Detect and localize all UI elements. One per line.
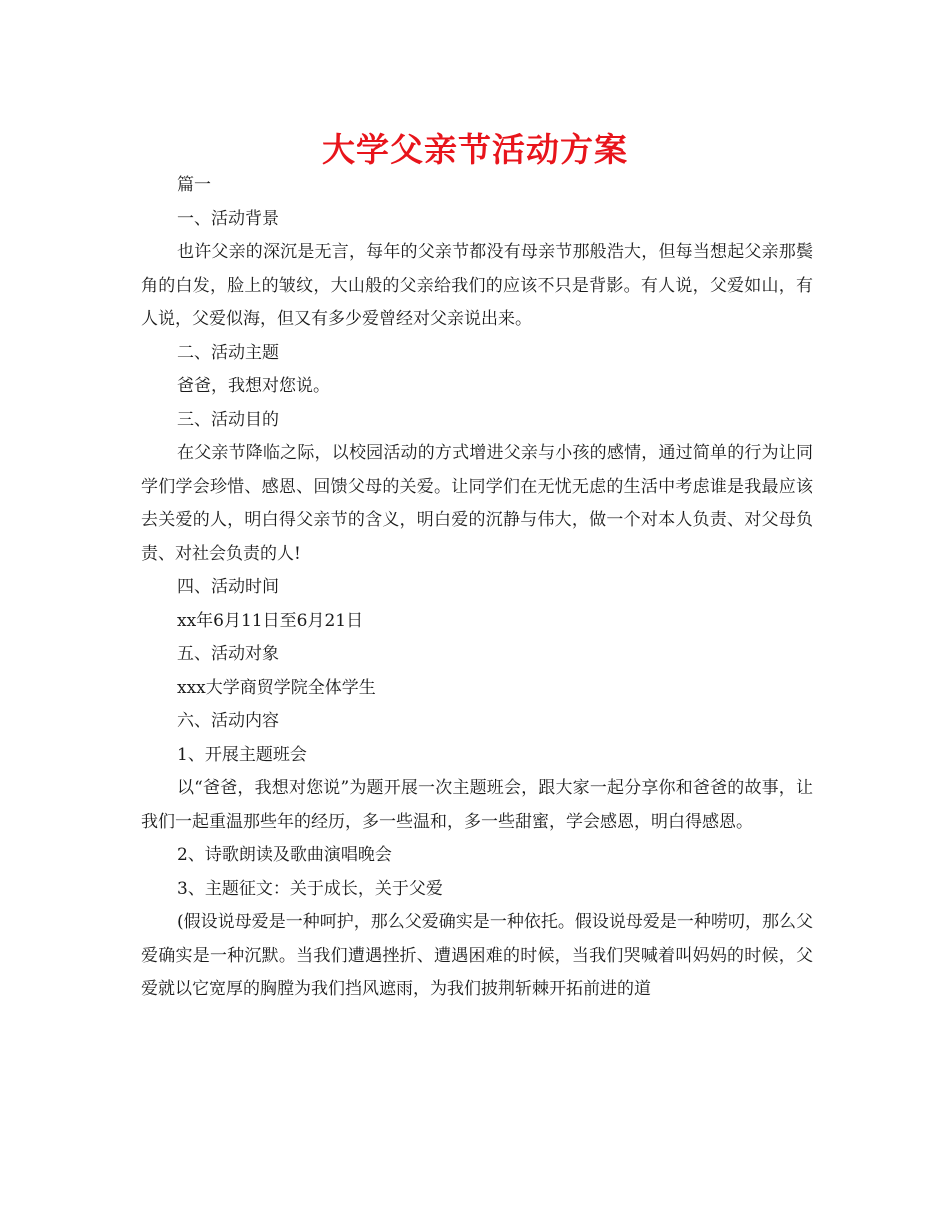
paragraph: 以“爸爸，我想对您说”为题开展一次主题班会，跟大家一起分享你和爸爸的故事，让我们一起重温那些年的经历，多一些温和，多一些甜蜜，学会感恩，明白得感恩。 <box>141 778 813 832</box>
paragraph: 也许父亲的深沉是无言，每年的父亲节都没有母亲节那般浩大，但每当想起父亲那鬓角的白发，脸上的皱纹，大山般的父亲给我们的应该不只是背影。有人说，父爱如山，有人说，父爱似海，但又有多少爱曾经对父亲说出来。 <box>141 242 813 329</box>
sub-heading: 1、开展主题班会 <box>177 744 307 765</box>
paragraph: (假设说母爱是一种呵护，那么父爱确实是一种依托。假设说母爱是一种唠叨，那么父爱确实是一种沉默。当我们遭遇挫折、遭遇困难的时候，当我们哭喊着叫妈妈的时候，父爱就以它宽厚的胸膛为我们挡风遮雨，为我们披荆斩棘开拓前进的道 <box>141 912 813 999</box>
paragraph: xx年6月11日至6月21日 <box>177 610 364 631</box>
section-heading: 一、活动背景 <box>177 208 279 229</box>
paragraph: 爸爸，我想对您说。 <box>177 376 330 396</box>
document-body <box>141 169 813 1007</box>
section-heading: 六、活动内容 <box>177 711 279 731</box>
section-heading: 四、活动时间 <box>177 577 279 597</box>
subtitle-part-one: 篇一 <box>177 175 211 195</box>
section-heading: 二、活动主题 <box>177 342 279 363</box>
sub-heading: 2、诗歌朗读及歌曲演唱晚会 <box>177 845 392 865</box>
paragraph: 在父亲节降临之际，以校园活动的方式增进父亲与小孩的感情，通过简单的行为让同学们学会珍惜、感恩、回馈父母的关爱。让同学们在无忧无虑的生活中考虑谁是我最应该去关爱的人，明白得父亲节的含义，明白爱的沉静与伟大，做一个对本人负责、对父母负责、对社会负责的人! <box>141 443 813 564</box>
paragraph: xxx大学商贸学院全体学生 <box>177 677 376 698</box>
sub-heading: 3、主题征文：关于成长，关于父爱 <box>177 878 443 899</box>
section-heading: 五、活动对象 <box>177 644 279 664</box>
section-heading: 三、活动目的 <box>177 409 279 430</box>
document-title: 大学父亲节活动方案 <box>322 130 628 169</box>
